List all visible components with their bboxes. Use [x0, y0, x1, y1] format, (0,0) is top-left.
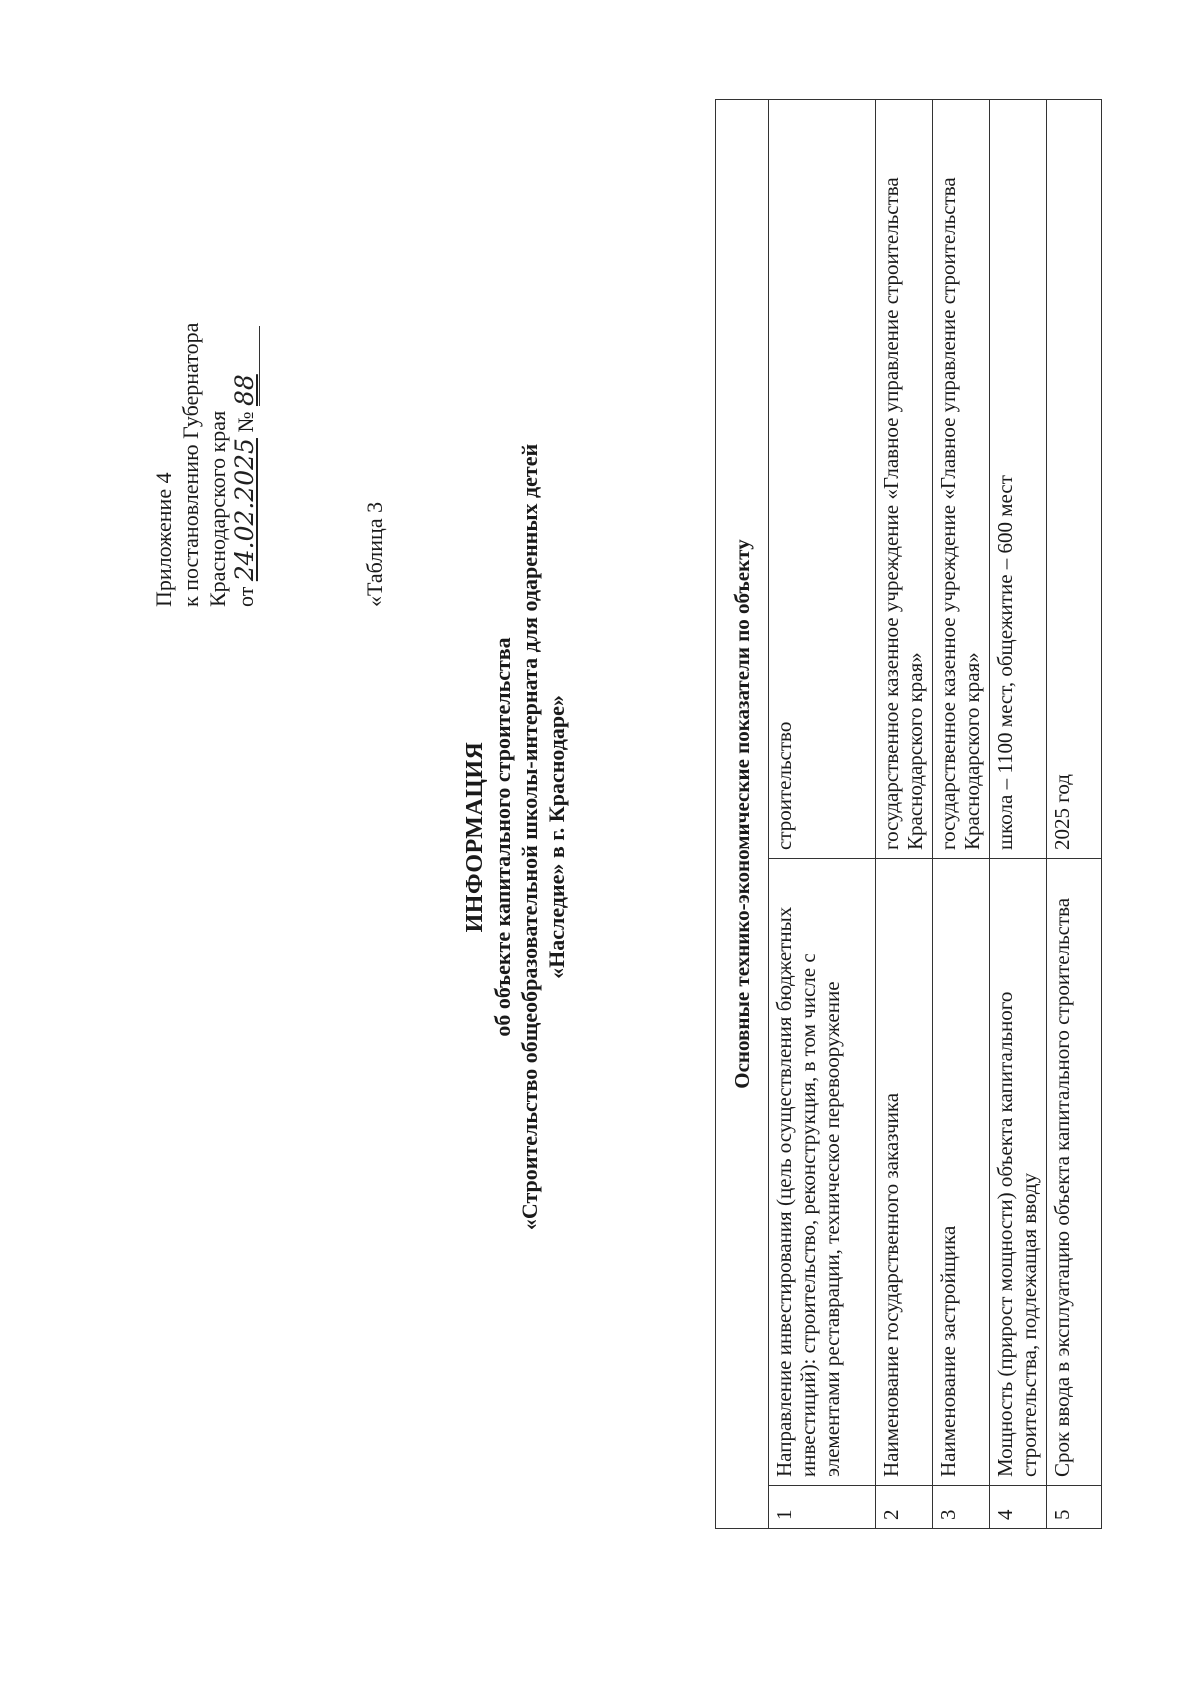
- table-row: [769, 100, 876, 1529]
- row-label: Мощность (прирост мощности) объекта капитального строительства, подлежащая вводу: [990, 859, 1047, 1486]
- row-value: 2025 год: [1047, 100, 1102, 859]
- approval-line-4: [231, 323, 260, 607]
- approval-number: 88: [230, 374, 259, 407]
- table-label: «Таблица 3: [362, 501, 387, 607]
- row-value: школа – 1100 мест, общежитие – 600 мест: [990, 100, 1047, 859]
- row-number: 5: [1047, 1486, 1102, 1529]
- row-label: Направление инвестирования (цель осуществления бюджетных инвестиций): строительство, реконструкция, в том числе с элементами реставрации, техническое перевооружение: [769, 859, 876, 1486]
- document-heading: [462, 397, 570, 1277]
- row-value: государственное казенное учреждение «Главное управление строительства Краснодарского края»: [933, 100, 990, 859]
- row-label: Срок ввода в эксплуатацию объекта капитального строительства: [1047, 859, 1102, 1486]
- row-value: строительство: [769, 100, 876, 859]
- table-row: [1047, 100, 1102, 1529]
- indicators-table: [715, 99, 1102, 1529]
- row-number: 2: [876, 1486, 933, 1529]
- row-label: Наименование государственного заказчика: [876, 859, 933, 1486]
- row-label: Наименование застройщика: [933, 859, 990, 1486]
- row-number: 1: [769, 1486, 876, 1529]
- table-row: [990, 100, 1047, 1529]
- approval-line-1: Приложение 4: [151, 472, 176, 607]
- heading-object-line-1: «Строительство общеобразовательной школы-интерната для одаренных детей: [517, 443, 542, 1231]
- row-value: государственное казенное учреждение «Главное управление строительства Краснодарского края»: [876, 100, 933, 859]
- table-row: [876, 100, 933, 1529]
- number-label: №: [233, 411, 258, 433]
- approval-line-3: Краснодарского края: [205, 410, 230, 607]
- approval-line-2: к постановлению Губернатора: [178, 322, 203, 607]
- row-number: 4: [990, 1486, 1047, 1529]
- from-label: от: [233, 586, 258, 607]
- table-header: Основные технико-экономические показатели по объекту: [716, 100, 769, 1529]
- heading-subtitle: об объекте капитального строительства: [490, 637, 515, 1037]
- row-number: 3: [933, 1486, 990, 1529]
- approval-block: [150, 323, 260, 607]
- table-row: [933, 100, 990, 1529]
- heading-object-line-2: «Наследие» в г. Краснодаре»: [544, 695, 569, 979]
- heading-title: ИНФОРМАЦИЯ: [462, 741, 488, 933]
- approval-date: 24.02.2025: [230, 438, 259, 582]
